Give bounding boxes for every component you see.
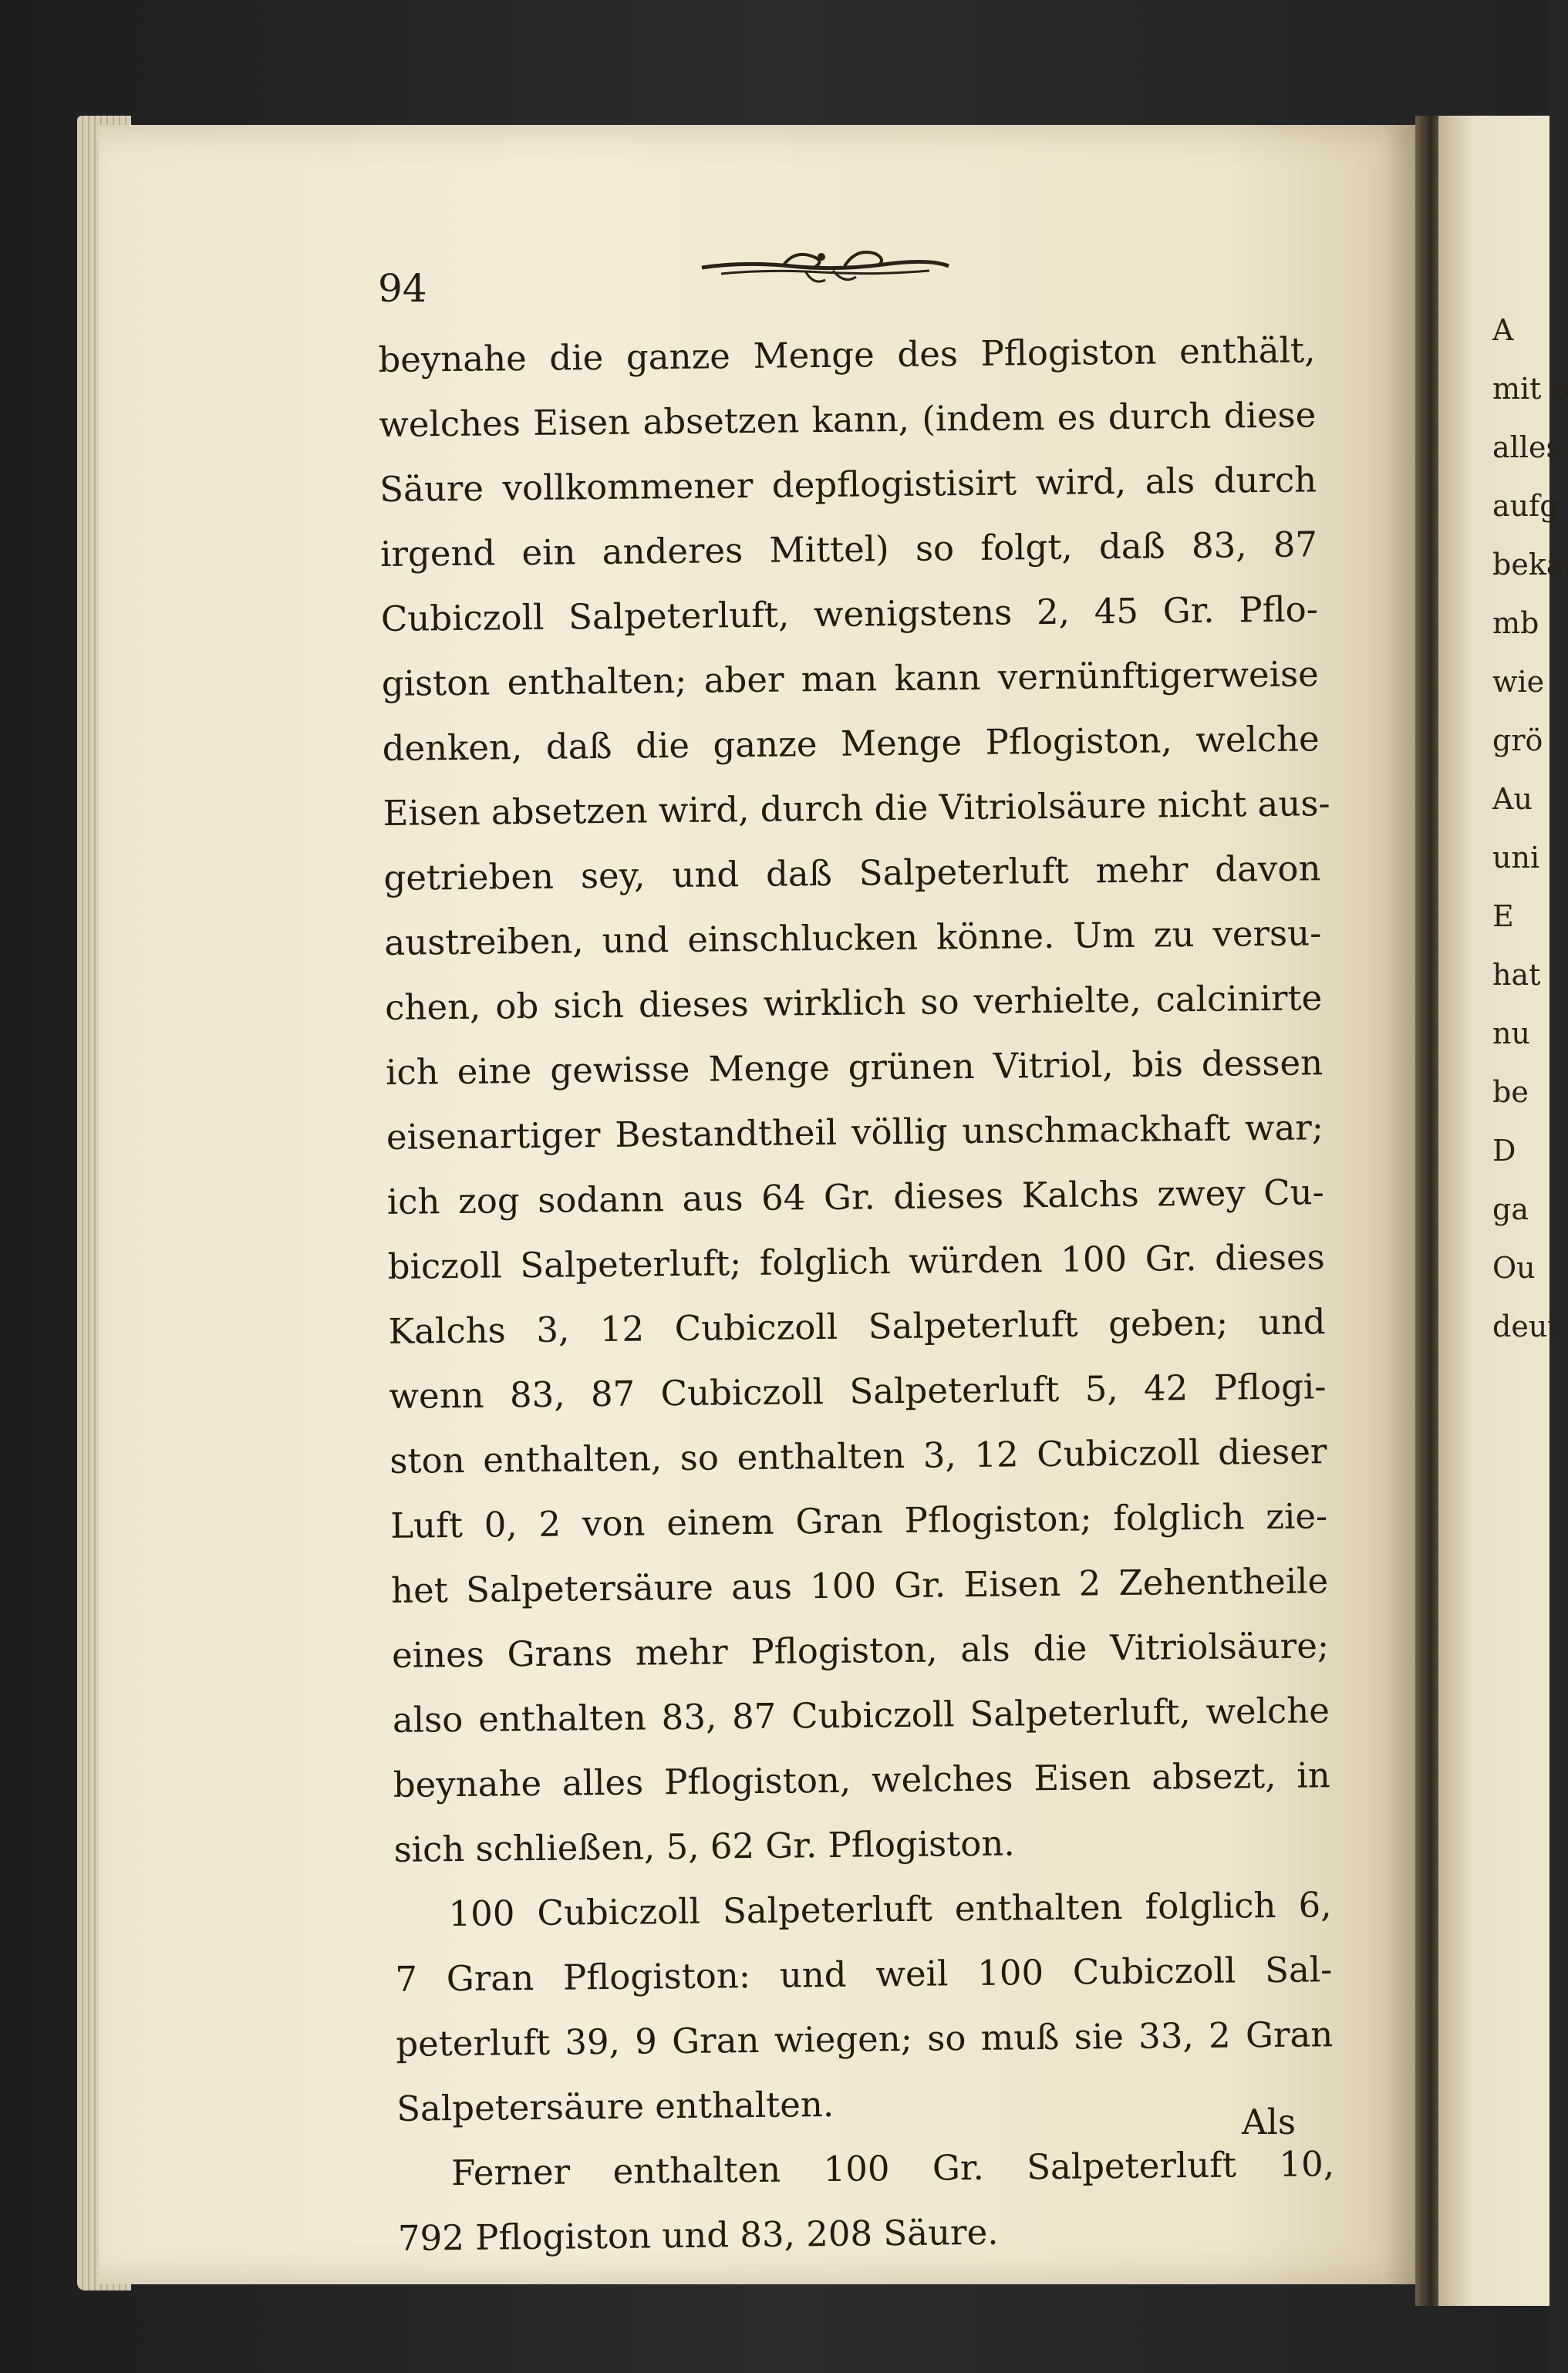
text-line: Salpetersäure enthalten.: [396, 2083, 835, 2129]
text-line: beynahe die ganze Menge des Pflogiston enthält,: [378, 329, 1316, 380]
facing-page-fragment: alles: [1492, 430, 1561, 464]
facing-page-fragment: grö: [1492, 723, 1543, 757]
text-line: ston enthalten, so enthalten 3, 12 Cubiczoll dieser: [389, 1431, 1327, 1481]
text-line: chen, ob sich dieses wirklich so verhielte, calcinirte: [384, 977, 1323, 1028]
text-line: biczoll Salpeterluft; folglich würden 100 Gr. dieses: [387, 1236, 1325, 1287]
text-line: also enthalten 83, 87 Cubiczoll Salpeterluft, welche: [392, 1690, 1330, 1741]
text-line: peterluft 39, 9 Gran wiegen; so muß sie 33, 2 Gran: [396, 2014, 1334, 2065]
text-line: welches Eisen absetzen kann, (indem es durch diese: [379, 394, 1317, 445]
text-line: 792 Pflogiston und 83, 208 Säure.: [397, 2211, 999, 2259]
facing-page-fragment: hat: [1492, 958, 1541, 992]
text-line: 7 Gran Pflogiston: und weil 100 Cubiczoll Sal-: [395, 1949, 1333, 2000]
facing-page-fragment: aufg: [1492, 489, 1559, 523]
text-line: austreiben, und einschlucken könne. Um zu versu-: [384, 912, 1322, 963]
facing-page-fragment: uni: [1492, 841, 1540, 875]
facing-page-fragment: wie: [1492, 665, 1545, 699]
text-line: het Salpetersäure aus 100 Gr. Eisen 2 Zehentheile: [390, 1560, 1329, 1611]
text-line: irgend ein anderes Mittel) so folgt, daß 83, 87: [379, 524, 1318, 575]
text-line: Eisen absetzen wird, durch die Vitriolsäure nicht aus-: [383, 783, 1330, 834]
text-line: Ferner enthalten 100 Gr. Salpeterluft 10,: [450, 2143, 1335, 2194]
text-line: giston enthalten; aber man kann vernünftigerweise: [381, 653, 1320, 704]
text-line: denken, daß die ganze Menge Pflogiston, welche: [382, 718, 1320, 769]
facing-page-fragment: nu: [1492, 1016, 1530, 1050]
facing-page-fragment: beka: [1492, 548, 1564, 581]
page-number: 94: [378, 266, 427, 311]
text-line: sich schließen, 5, 62 Gr. Pflogiston.: [393, 1822, 1015, 1870]
facing-page-fragment: be: [1492, 1075, 1529, 1109]
facing-page-fragment: E: [1492, 899, 1514, 933]
text-line: eisenartiger Bestandtheil völlig unschmackhaft war;: [386, 1107, 1324, 1158]
facing-page-fragment: mit e: [1492, 372, 1568, 406]
text-line: Kalchs 3, 12 Cubiczoll Salpeterluft geben; und: [388, 1301, 1326, 1352]
text-line: wenn 83, 87 Cubiczoll Salpeterluft 5, 42 Pflogi-: [389, 1366, 1327, 1417]
facing-page-fragment: A: [1492, 313, 1514, 347]
facing-page-fragment: Au: [1492, 782, 1533, 816]
text-line: Luft 0, 2 von einem Gran Pflogiston; folglich zie-: [389, 1495, 1328, 1546]
text-line: eines Grans mehr Pflogiston, als die Vitriolsäure;: [391, 1625, 1330, 1676]
text-line: beynahe alles Pflogiston, welches Eisen absezt, in: [393, 1754, 1330, 1805]
catchword: Als: [1242, 2102, 1296, 2142]
text-line: Säure vollkommener depflogistisirt wird, als durch: [379, 459, 1317, 510]
text-line: ich zog sodann aus 64 Gr. dieses Kalchs zwey Cu-: [386, 1171, 1325, 1222]
text-line: getrieben sey, und daß Salpeterluft mehr davon: [383, 848, 1321, 898]
facing-page-fragment: deut: [1492, 1310, 1560, 1343]
facing-page-fragment: Ou: [1492, 1251, 1536, 1285]
text-line: 100 Cubiczoll Salpeterluft enthalten folglich 6,: [448, 1884, 1332, 1935]
text-line: ich eine gewisse Menge grünen Vitriol, bis dessen: [385, 1042, 1324, 1093]
ornament-icon: [698, 243, 953, 289]
facing-page-fragment: ga: [1492, 1192, 1529, 1226]
facing-page-fragment: D: [1492, 1134, 1516, 1168]
facing-page-text-fragments: [1492, 301, 1568, 1356]
body-text: [378, 318, 1335, 2271]
facing-page-fragment: mb: [1492, 606, 1539, 640]
text-line: Cubiczoll Salpeterluft, wenigstens 2, 45 Gr. Pflo-: [380, 588, 1319, 639]
